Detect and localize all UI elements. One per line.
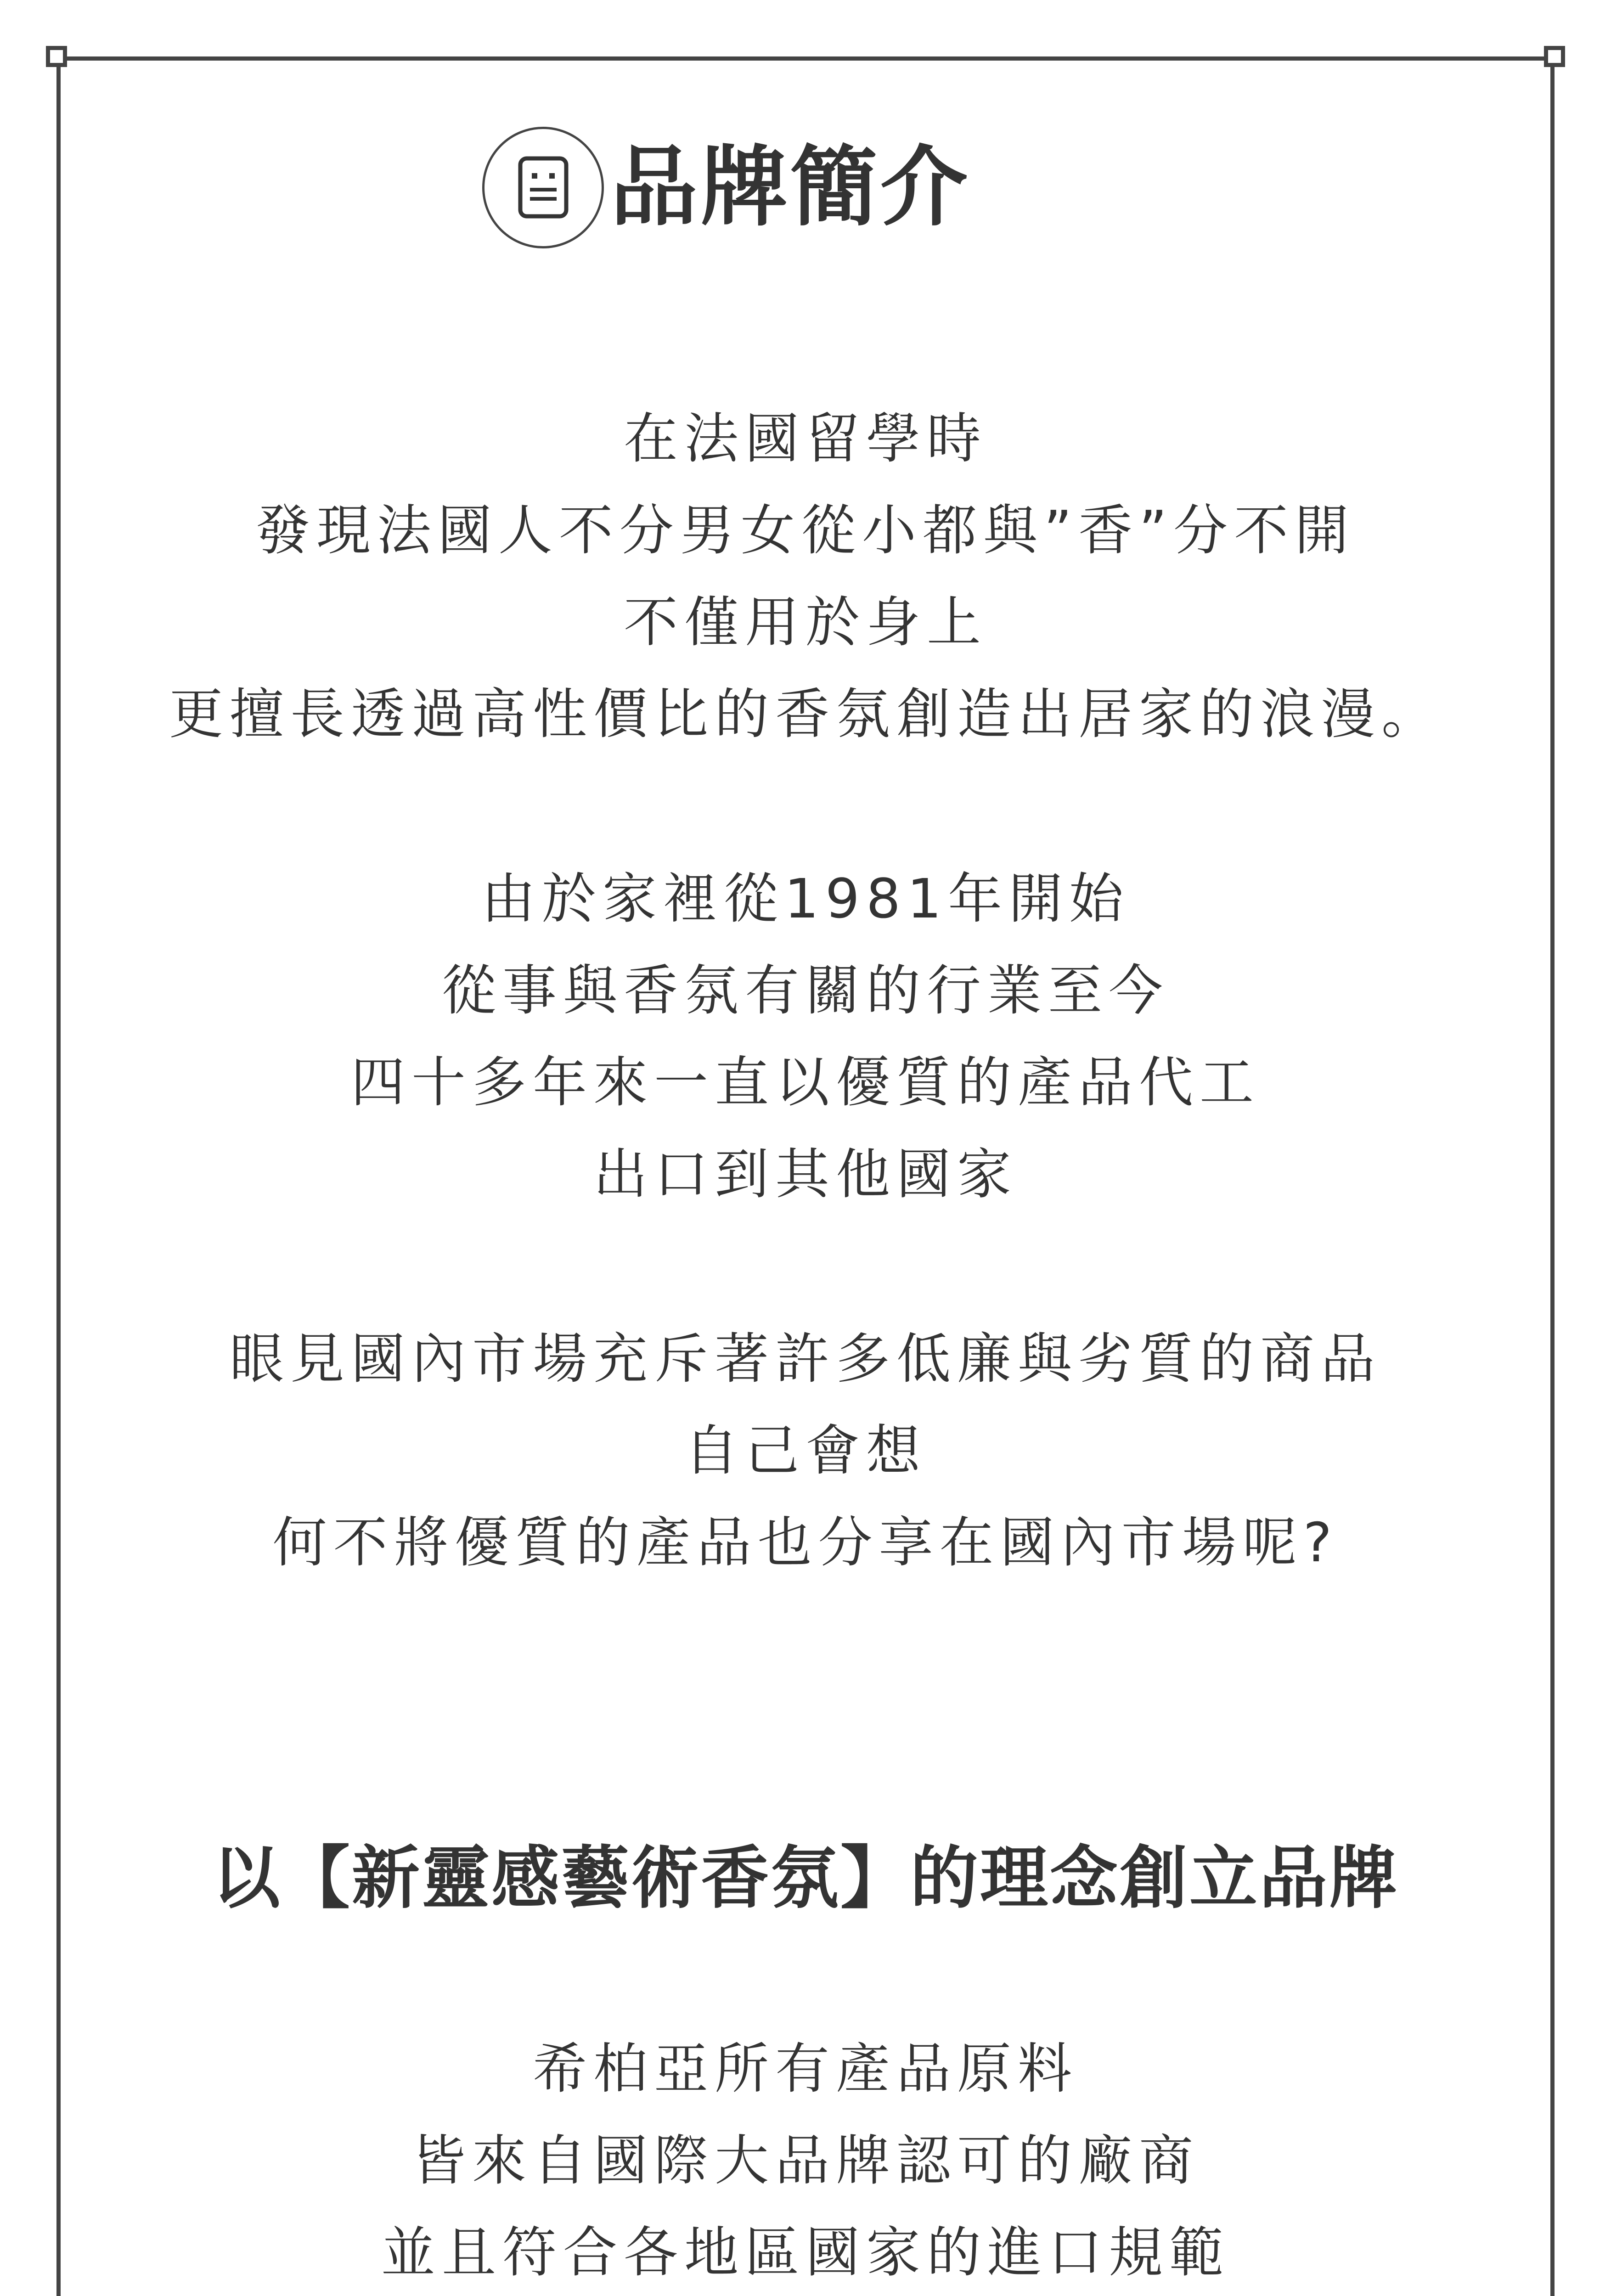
text-line: 何不將優質的產品也分享在國內市場呢? [272,1511,1339,1574]
page-title: 品牌簡介 [610,136,971,238]
text-line: 四十多年來一直以優質的產品代工 [350,1051,1260,1114]
text-line: 皆來自國際大品牌認可的廠商 [411,2129,1200,2192]
brand-concept-heading: 以【新靈感藝術香氛】的理念創立品牌 [212,1839,1399,1918]
frame-corner-top-right [1544,46,1565,67]
text-line: 自己會想 [684,1419,927,1482]
text-line: 由於家裡從1981年開始 [481,867,1130,930]
section-header [482,123,970,252]
text-line: 出口到其他國家 [593,1142,1018,1206]
text-line: 更擅長透過高性價比的香氛創造出居家的浪漫。 [169,682,1442,746]
text-line: 眼見國內市場充斥著許多低廉與劣質的商品 [229,1327,1381,1390]
text-line: 不僅用於身上 [623,591,987,654]
details-paragraph-1 [56,2023,1555,2296]
frame-corner-top-left [46,46,67,67]
document-text-icon [482,127,604,248]
text-line: 在法國留學時 [623,407,987,470]
intro-paragraph-2 [56,853,1555,1220]
text-line: 希柏亞所有產品原料 [532,2037,1078,2100]
intro-paragraph-1 [56,393,1555,760]
intro-paragraph-3 [56,1313,1555,1588]
text-line: 從事與香氛有關的行業至今 [441,959,1169,1022]
text-line: 發現法國人不分男女從小都與”香”分不開 [255,499,1356,562]
text-line: 並且符合各地區國家的進口規範 [381,2221,1230,2284]
